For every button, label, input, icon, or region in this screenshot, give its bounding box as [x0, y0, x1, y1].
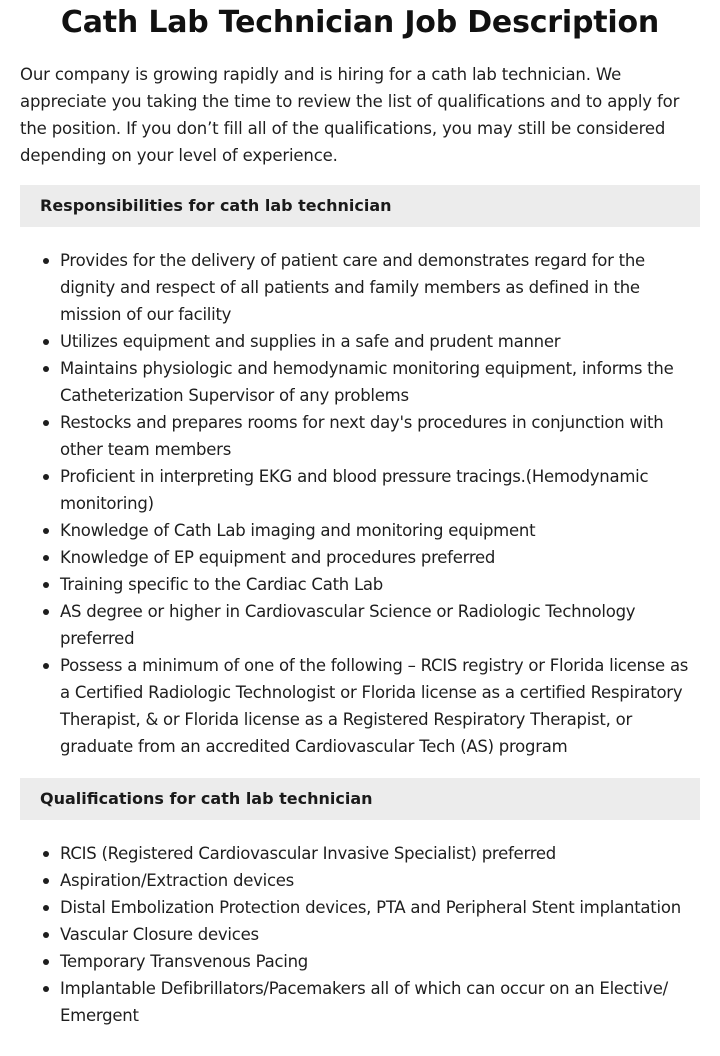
- list-item: Knowledge of EP equipment and procedures preferred: [60, 544, 700, 571]
- list-item: Vascular Closure devices: [60, 921, 700, 948]
- list-item: Knowledge of Cath Lab imaging and monitoring equipment: [60, 517, 700, 544]
- intro-paragraph: Our company is growing rapidly and is hiring for a cath lab technician. We appreciate you taking the time to review the list of qualifications and to apply for the position. If you don’t fill all of the qualifications, you may still be considered depending on your level of experience.: [20, 65, 680, 165]
- list-item: RCIS (Registered Cardiovascular Invasive Specialist) preferred: [60, 840, 700, 867]
- list-item: Restocks and prepares rooms for next day's procedures in conjunction with other team members: [60, 409, 700, 463]
- list-item: Distal Embolization Protection devices, PTA and Peripheral Stent implantation: [60, 894, 700, 921]
- list-item: Aspiration/Extraction devices: [60, 867, 700, 894]
- list-item: Utilizes equipment and supplies in a safe and prudent manner: [60, 328, 700, 355]
- page-title: Cath Lab Technician Job Description: [60, 5, 660, 40]
- list-item: Proficient in interpreting EKG and blood pressure tracings.(Hemodynamic monitoring): [60, 463, 700, 517]
- list-item: Training specific to the Cardiac Cath Lab: [60, 571, 700, 598]
- list-item: Possess a minimum of one of the following – RCIS registry or Florida license as a Certified Radiologic Technologist or Florida license as a certified Respiratory Therapist, & or Florida license as a Registered Respiratory Therapist, or graduate from an accredited Cardiovascular Tech (AS) program: [60, 652, 700, 760]
- responsibilities-list: [20, 247, 700, 760]
- list-item: Implantable Defibrillators/Pacemakers all of which can occur on an Elective/ Emergent: [60, 975, 700, 1029]
- qualifications-heading: Qualifications for cath lab technician: [20, 778, 700, 820]
- list-item: Maintains physiologic and hemodynamic monitoring equipment, informs the Catheterization Supervisor of any problems: [60, 355, 700, 409]
- responsibilities-heading: Responsibilities for cath lab technician: [20, 185, 700, 227]
- list-item: Provides for the delivery of patient care and demonstrates regard for the dignity and respect of all patients and family members as defined in the mission of our facility: [60, 247, 700, 328]
- qualifications-list: [20, 840, 700, 1029]
- list-item: Temporary Transvenous Pacing: [60, 948, 700, 975]
- list-item: AS degree or higher in Cardiovascular Science or Radiologic Technology preferred: [60, 598, 700, 652]
